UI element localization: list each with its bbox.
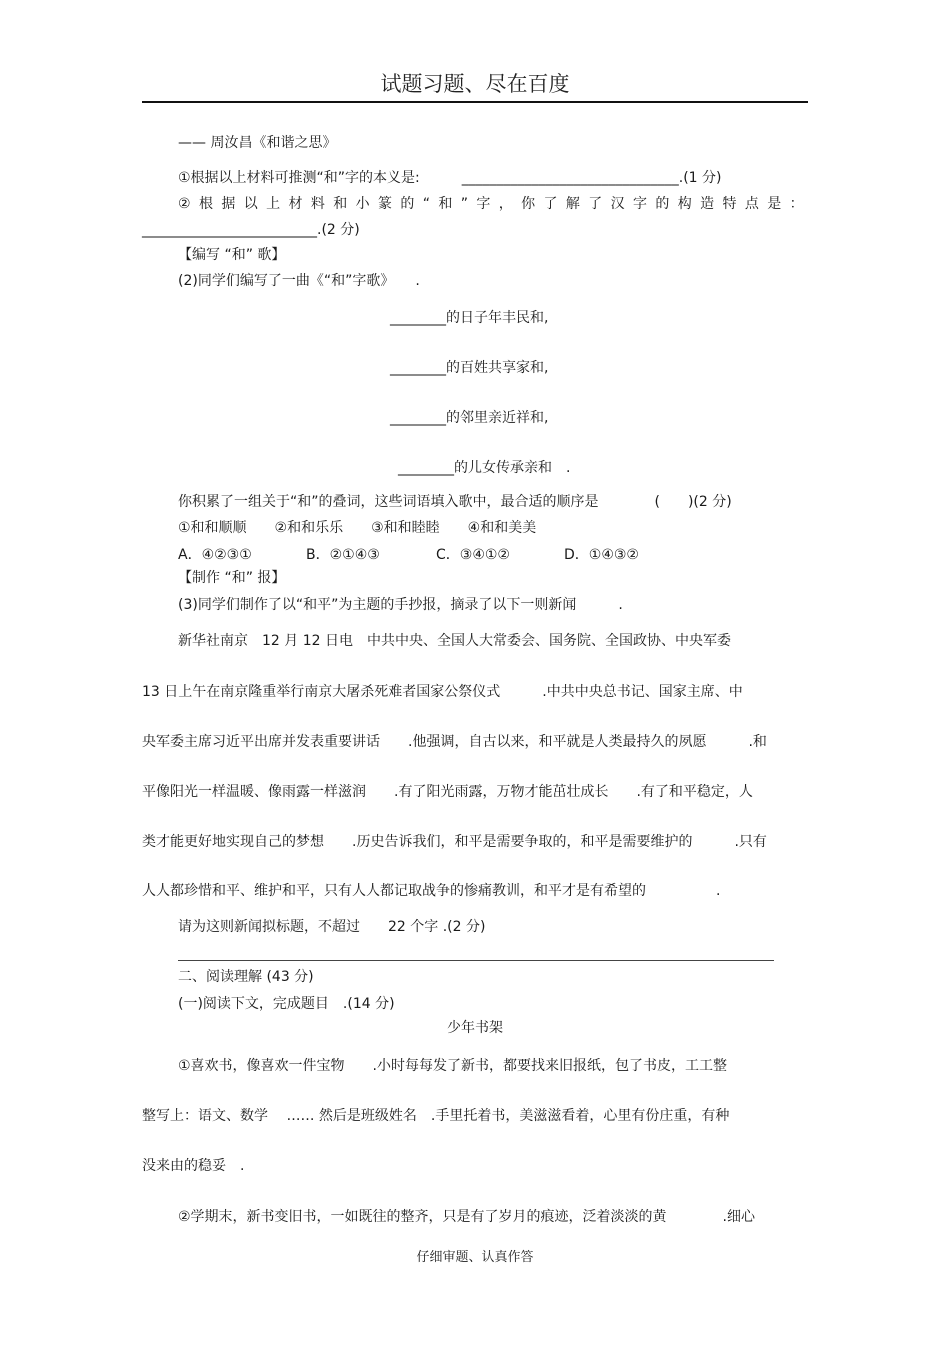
question-1-item-2-char: 篆	[377, 196, 392, 212]
question-1-item-2-char: 的	[655, 196, 670, 212]
question-1-item-2-char: ”	[460, 196, 468, 212]
question-1-item-1: ①根据以上材料可推测“和”字的本义是: _______________________________.(1 分)	[178, 170, 722, 186]
question-2-prompt: (2)同学们编写了一曲《“和”字歌》 .	[178, 273, 420, 289]
question-2-ask: 你积累了一组关于“和”的叠词，这些词语填入歌中，最合适的顺序是 ( )(2 分)	[178, 494, 732, 510]
question-1-item-2-char: 小	[355, 196, 370, 212]
question-1-item-2-char: 解	[565, 196, 580, 212]
question-1-item-2-char: 上	[266, 196, 281, 212]
question-1-item-2-char: 料	[310, 196, 325, 212]
choice-b: B．②①④③	[306, 547, 380, 563]
question-1-item-2-char: 据	[221, 196, 236, 212]
question-1-item-2-char: ：	[789, 196, 804, 212]
essay-line-3: 没来由的稳妥 .	[142, 1158, 245, 1174]
question-1-item-2-char: 材	[288, 196, 303, 212]
page-header-title: 试题习题、尽在百度	[380, 72, 570, 96]
page-footer: 仔细审题、认真作答	[416, 1250, 534, 1265]
header-divider	[142, 101, 808, 103]
question-1-item-2-char: “	[422, 196, 430, 212]
essay-line-4: ②学期末，新书变旧书，一如既往的整齐，只是有了岁月的痕迹，泛着淡淡的黄 .细心	[178, 1209, 755, 1225]
question-1-item-2-char: 和	[333, 196, 348, 212]
question-2-options: ①和和顺顺 ②和和乐乐 ③和和睦睦 ④和和美美	[178, 520, 537, 536]
source-attribution: —— 周汝昌《和谐之思》	[178, 135, 337, 151]
section-heading-song: 【编写 “和” 歌】	[178, 247, 286, 263]
question-1-item-2-char: 构	[677, 196, 692, 212]
news-line-6: 人人都珍惜和平、维护和平，只有人人都记取战争的惨痛教训，和平才是有希望的 .	[142, 883, 721, 899]
song-line-3: ________的邻里亲近祥和,	[390, 410, 549, 426]
question-1-item-2-char: 汉	[610, 196, 625, 212]
question-1-item-2-char: 了	[543, 196, 558, 212]
question-1-item-2	[178, 197, 804, 211]
question-1-item-2-char: 以	[243, 196, 258, 212]
question-1-item-2-char: 你	[521, 196, 536, 212]
section-heading-news: 【制作 “和” 报】	[178, 570, 286, 586]
question-1-item-2-char: 是	[767, 196, 782, 212]
answer-line	[178, 960, 774, 961]
question-1-item-2-char: 根	[198, 196, 213, 212]
news-line-4: 平像阳光一样温暖、像雨露一样滋润 .有了阳光雨露，万物才能茁壮成长 .有了和平稳定，人	[142, 784, 753, 800]
news-line-3: 央军委主席习近平出席并发表重要讲话 .他强调，自古以来，和平就是人类最持久的夙愿 .和	[142, 734, 767, 750]
question-1-item-2-char: 特	[722, 196, 737, 212]
essay-line-1: ①喜欢书，像喜欢一件宝物 .小时每每发了新书，都要找来旧报纸，包了书皮，工工整	[178, 1058, 727, 1074]
song-line-4: ________的儿女传承亲和 .	[398, 460, 571, 476]
reading-subheading: (一)阅读下文，完成题目 .(14 分)	[178, 996, 395, 1012]
question-1-item-2-char: 字	[476, 196, 491, 212]
section-heading-reading: 二、阅读理解 (43 分)	[178, 969, 314, 985]
question-1-item-2-blank: _________________________.(2 分)	[142, 222, 360, 238]
choice-a: A．④②③①	[178, 547, 252, 563]
news-line-2: 13 日上午在南京隆重举行南京大屠杀死难者国家公祭仪式 .中共中央总书记、国家主席、中	[142, 684, 743, 700]
question-1-item-2-char: ②	[178, 196, 191, 212]
essay-title: 少年书架	[447, 1020, 503, 1036]
song-line-2: ________的百姓共享家和,	[390, 360, 549, 376]
news-line-5: 类才能更好地实现自己的梦想 .历史告诉我们，和平是需要争取的，和平是需要维护的 .只有	[142, 834, 767, 850]
question-3-prompt: (3)同学们制作了以“和平”为主题的手抄报，摘录了以下一则新闻 .	[178, 597, 623, 613]
question-1-item-2-char: 造	[700, 196, 715, 212]
question-1-item-2-char: 的	[400, 196, 415, 212]
question-1-item-2-char: 点	[744, 196, 759, 212]
question-1-item-2-char: 和	[438, 196, 453, 212]
question-1-item-2-char: 字	[632, 196, 647, 212]
choice-c: C．③④①②	[436, 547, 510, 563]
question-1-item-2-char: 了	[588, 196, 603, 212]
song-line-1: ________的日子年丰民和,	[390, 310, 549, 326]
news-line-1: 新华社南京 12 月 12 日电 中共中央、全国人大常委会、国务院、全国政协、中央军委	[178, 633, 731, 649]
essay-line-2: 整写上：语文、数学 …… 然后是班级姓名 .手里托着书，美滋滋看着，心里有份庄重，有种	[142, 1108, 730, 1124]
question-1-item-2-char: ，	[498, 196, 513, 212]
choice-d: D．①④③②	[564, 547, 639, 563]
headline-prompt: 请为这则新闻拟标题，不超过 22 个字 .(2 分)	[178, 919, 486, 935]
